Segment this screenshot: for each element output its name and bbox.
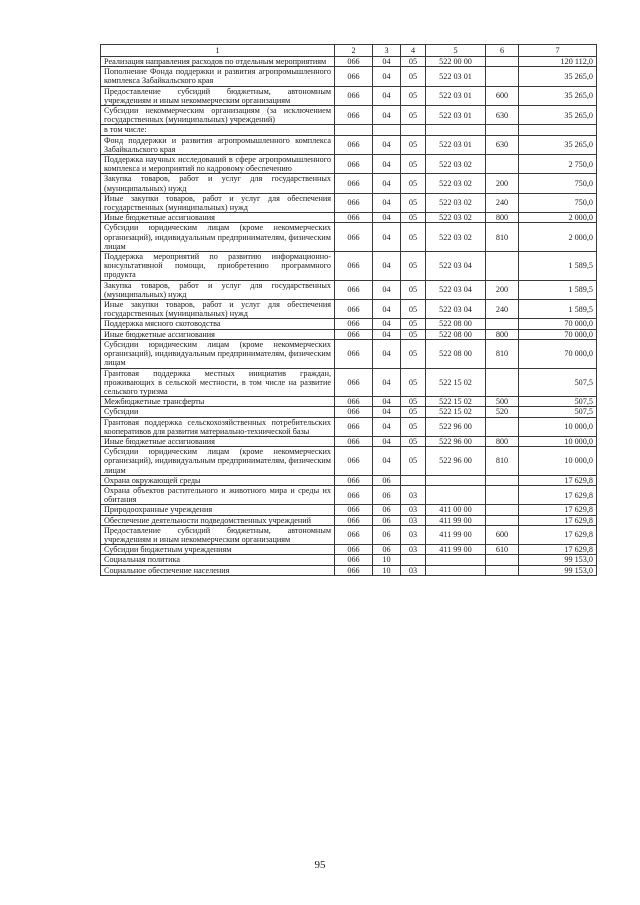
row-expense-type: 600 <box>486 86 519 105</box>
table-row <box>101 280 597 299</box>
row-subsection: 05 <box>401 417 426 436</box>
row-amount: 10 000,0 <box>519 417 597 436</box>
table-row <box>101 300 597 319</box>
row-admin-code <box>335 125 373 135</box>
row-expense-type: 800 <box>486 436 519 446</box>
row-expense-type: 810 <box>486 223 519 252</box>
row-target-article <box>426 475 486 485</box>
row-name: Иные бюджетные ассигнования <box>101 329 335 339</box>
row-target-article <box>426 565 486 575</box>
table-row <box>101 436 597 446</box>
row-subsection: 05 <box>401 447 426 476</box>
row-admin-code: 066 <box>335 339 373 368</box>
row-section: 04 <box>373 319 401 329</box>
row-expense-type: 810 <box>486 339 519 368</box>
row-expense-type: 610 <box>486 545 519 555</box>
row-admin-code: 066 <box>335 319 373 329</box>
table-row <box>101 545 597 555</box>
row-amount: 70 000,0 <box>519 319 597 329</box>
table-row <box>101 252 597 281</box>
row-expense-type <box>486 555 519 565</box>
row-expense-type <box>486 57 519 67</box>
row-subsection: 05 <box>401 397 426 407</box>
row-name: Закупка товаров, работ и услуг для государственных (муниципальных) нужд <box>101 280 335 299</box>
header-col-7: 7 <box>519 45 597 57</box>
row-target-article <box>426 485 486 504</box>
row-amount: 17 629,8 <box>519 475 597 485</box>
row-section: 06 <box>373 545 401 555</box>
row-target-article: 522 96 00 <box>426 436 486 446</box>
header-col-5: 5 <box>426 45 486 57</box>
row-section: 04 <box>373 57 401 67</box>
row-section: 04 <box>373 213 401 223</box>
table-row <box>101 475 597 485</box>
row-expense-type <box>486 485 519 504</box>
row-section: 04 <box>373 436 401 446</box>
row-admin-code: 066 <box>335 545 373 555</box>
row-section: 04 <box>373 280 401 299</box>
row-target-article: 522 96 00 <box>426 447 486 476</box>
row-amount: 99 153,0 <box>519 565 597 575</box>
table-row <box>101 319 597 329</box>
row-name: Обеспечение деятельности подведомственных учреждений <box>101 515 335 525</box>
row-target-article: 411 00 00 <box>426 505 486 515</box>
row-subsection <box>401 555 426 565</box>
row-section: 04 <box>373 368 401 397</box>
row-name: Социальное обеспечение населения <box>101 565 335 575</box>
row-section: 04 <box>373 447 401 476</box>
row-subsection: 05 <box>401 193 426 212</box>
row-section <box>373 125 401 135</box>
row-admin-code: 066 <box>335 368 373 397</box>
row-admin-code: 066 <box>335 106 373 125</box>
header-col-4: 4 <box>401 45 426 57</box>
table-row <box>101 565 597 575</box>
row-name: в том числе: <box>101 125 335 135</box>
row-target-article: 411 99 00 <box>426 545 486 555</box>
row-subsection: 03 <box>401 545 426 555</box>
row-section: 04 <box>373 86 401 105</box>
row-section: 04 <box>373 223 401 252</box>
row-amount: 35 265,0 <box>519 67 597 86</box>
row-expense-type: 630 <box>486 106 519 125</box>
row-section: 04 <box>373 106 401 125</box>
row-section: 04 <box>373 339 401 368</box>
row-admin-code: 066 <box>335 86 373 105</box>
row-name: Субсидии <box>101 407 335 417</box>
row-amount: 70 000,0 <box>519 339 597 368</box>
row-section: 10 <box>373 565 401 575</box>
row-expense-type <box>486 417 519 436</box>
row-amount: 2 000,0 <box>519 223 597 252</box>
row-admin-code: 066 <box>335 280 373 299</box>
row-expense-type: 600 <box>486 525 519 544</box>
row-admin-code: 066 <box>335 525 373 544</box>
row-subsection: 05 <box>401 67 426 86</box>
row-subsection: 05 <box>401 252 426 281</box>
row-admin-code: 066 <box>335 555 373 565</box>
row-expense-type <box>486 368 519 397</box>
budget-table <box>100 44 597 576</box>
row-name: Предоставление субсидий бюджетным, автономным учреждениям и иным некоммерческим организациям <box>101 525 335 544</box>
row-section: 04 <box>373 135 401 154</box>
table-row <box>101 155 597 174</box>
row-section: 04 <box>373 300 401 319</box>
row-admin-code: 066 <box>335 515 373 525</box>
row-expense-type <box>486 67 519 86</box>
row-admin-code: 066 <box>335 213 373 223</box>
row-amount: 35 265,0 <box>519 86 597 105</box>
row-subsection: 03 <box>401 525 426 544</box>
row-subsection: 05 <box>401 329 426 339</box>
row-target-article: 522 03 04 <box>426 280 486 299</box>
row-section: 06 <box>373 505 401 515</box>
row-name: Охрана объектов растительного и животного мира и среды их обитания <box>101 485 335 504</box>
row-expense-type <box>486 155 519 174</box>
table-row <box>101 125 597 135</box>
row-amount: 35 265,0 <box>519 135 597 154</box>
row-name: Межбюджетные трансферты <box>101 397 335 407</box>
row-section: 04 <box>373 329 401 339</box>
row-amount: 1 589,5 <box>519 252 597 281</box>
table-row <box>101 525 597 544</box>
row-admin-code: 066 <box>335 417 373 436</box>
row-amount: 70 000,0 <box>519 329 597 339</box>
row-target-article: 522 03 01 <box>426 135 486 154</box>
row-admin-code: 066 <box>335 67 373 86</box>
row-section: 06 <box>373 485 401 504</box>
row-expense-type <box>486 515 519 525</box>
row-target-article: 411 99 00 <box>426 525 486 544</box>
row-target-article: 522 08 00 <box>426 319 486 329</box>
row-admin-code: 066 <box>335 223 373 252</box>
row-amount: 17 629,8 <box>519 505 597 515</box>
row-amount: 1 589,5 <box>519 300 597 319</box>
row-amount: 35 265,0 <box>519 106 597 125</box>
row-target-article: 522 00 00 <box>426 57 486 67</box>
row-amount: 507,5 <box>519 368 597 397</box>
row-name: Грантовая поддержка сельскохозяйственных потребительских кооперативов для развития материально-технической базы <box>101 417 335 436</box>
row-name: Грантовая поддержка местных инициатив граждан, проживающих в сельской местности, в том числе на развитие сельского туризма <box>101 368 335 397</box>
row-target-article: 522 15 02 <box>426 407 486 417</box>
row-section: 04 <box>373 174 401 193</box>
row-name: Субсидии юридическим лицам (кроме некоммерческих организаций), индивидуальным предпринимателям, физическим лицам <box>101 339 335 368</box>
table-row <box>101 213 597 223</box>
row-section: 04 <box>373 67 401 86</box>
row-amount: 17 629,8 <box>519 545 597 555</box>
row-expense-type: 520 <box>486 407 519 417</box>
row-name: Поддержка мероприятий по развитию информационно-консультативной помощи, приобретению программного продукта <box>101 252 335 281</box>
table-row <box>101 505 597 515</box>
row-section: 04 <box>373 193 401 212</box>
row-subsection: 03 <box>401 505 426 515</box>
row-admin-code: 066 <box>335 436 373 446</box>
row-name: Поддержка мясного скотоводства <box>101 319 335 329</box>
row-target-article: 522 03 02 <box>426 155 486 174</box>
row-section: 06 <box>373 515 401 525</box>
row-name: Иные бюджетные ассигнования <box>101 436 335 446</box>
table-row <box>101 135 597 154</box>
row-section: 04 <box>373 252 401 281</box>
table-body <box>101 57 597 576</box>
row-target-article: 522 03 02 <box>426 193 486 212</box>
row-target-article: 411 99 00 <box>426 515 486 525</box>
row-target-article <box>426 555 486 565</box>
table-row <box>101 57 597 67</box>
row-admin-code: 066 <box>335 252 373 281</box>
row-expense-type: 240 <box>486 193 519 212</box>
row-target-article: 522 03 04 <box>426 252 486 281</box>
row-subsection: 05 <box>401 213 426 223</box>
row-admin-code: 066 <box>335 447 373 476</box>
row-amount: 750,0 <box>519 174 597 193</box>
table-row <box>101 447 597 476</box>
row-target-article: 522 15 02 <box>426 397 486 407</box>
row-expense-type <box>486 319 519 329</box>
row-name: Пополнение Фонда поддержки и развития агропромышленного комплекса Забайкальского края <box>101 67 335 86</box>
row-amount: 17 629,8 <box>519 485 597 504</box>
row-subsection: 05 <box>401 300 426 319</box>
row-target-article: 522 08 00 <box>426 339 486 368</box>
row-admin-code: 066 <box>335 407 373 417</box>
table-row <box>101 555 597 565</box>
row-amount: 507,5 <box>519 407 597 417</box>
row-subsection <box>401 475 426 485</box>
table-header-row <box>101 45 597 57</box>
row-expense-type: 200 <box>486 174 519 193</box>
row-expense-type <box>486 125 519 135</box>
row-section: 06 <box>373 525 401 544</box>
row-amount: 507,5 <box>519 397 597 407</box>
row-subsection: 05 <box>401 106 426 125</box>
table-row <box>101 329 597 339</box>
table-row <box>101 515 597 525</box>
row-amount: 17 629,8 <box>519 525 597 544</box>
row-name: Субсидии юридическим лицам (кроме некоммерческих организаций), индивидуальным предпринимателям, физическим лицам <box>101 447 335 476</box>
row-name: Поддержка научных исследований в сфере агропромышленного комплекса и мероприятий по кадровому обеспечению <box>101 155 335 174</box>
row-amount: 99 153,0 <box>519 555 597 565</box>
row-target-article: 522 03 01 <box>426 106 486 125</box>
row-target-article: 522 03 04 <box>426 300 486 319</box>
row-subsection: 03 <box>401 565 426 575</box>
row-amount: 10 000,0 <box>519 436 597 446</box>
row-subsection: 05 <box>401 368 426 397</box>
row-name: Иные закупки товаров, работ и услуг для обеспечения государственных (муниципальных) нужд <box>101 193 335 212</box>
header-col-3: 3 <box>373 45 401 57</box>
row-expense-type: 200 <box>486 280 519 299</box>
row-admin-code: 066 <box>335 57 373 67</box>
row-name: Реализация направления расходов по отдельным мероприятиям <box>101 57 335 67</box>
table-row <box>101 417 597 436</box>
row-name: Предоставление субсидий бюджетным, автономным учреждениям и иным некоммерческим организациям <box>101 86 335 105</box>
row-expense-type: 630 <box>486 135 519 154</box>
row-subsection: 05 <box>401 174 426 193</box>
table-row <box>101 223 597 252</box>
row-target-article: 522 96 00 <box>426 417 486 436</box>
row-name: Природоохранные учреждения <box>101 505 335 515</box>
page-number: 95 <box>314 859 326 871</box>
row-admin-code: 066 <box>335 155 373 174</box>
row-name: Социальная политика <box>101 555 335 565</box>
row-subsection: 05 <box>401 135 426 154</box>
row-section: 10 <box>373 555 401 565</box>
row-target-article: 522 03 02 <box>426 213 486 223</box>
row-subsection: 03 <box>401 515 426 525</box>
row-expense-type: 810 <box>486 447 519 476</box>
row-target-article <box>426 125 486 135</box>
row-subsection: 05 <box>401 436 426 446</box>
row-subsection: 05 <box>401 86 426 105</box>
row-section: 04 <box>373 407 401 417</box>
table-row <box>101 106 597 125</box>
row-amount: 1 589,5 <box>519 280 597 299</box>
table-row <box>101 67 597 86</box>
row-admin-code: 066 <box>335 397 373 407</box>
table-row <box>101 86 597 105</box>
row-admin-code: 066 <box>335 193 373 212</box>
row-expense-type: 240 <box>486 300 519 319</box>
header-col-6: 6 <box>486 45 519 57</box>
row-admin-code: 066 <box>335 475 373 485</box>
row-amount: 750,0 <box>519 193 597 212</box>
row-section: 04 <box>373 155 401 174</box>
row-expense-type: 800 <box>486 329 519 339</box>
row-expense-type <box>486 475 519 485</box>
row-expense-type: 800 <box>486 213 519 223</box>
row-expense-type <box>486 505 519 515</box>
row-subsection: 05 <box>401 57 426 67</box>
row-target-article: 522 08 00 <box>426 329 486 339</box>
row-amount: 17 629,8 <box>519 515 597 525</box>
row-name: Закупка товаров, работ и услуг для государственных (муниципальных) нужд <box>101 174 335 193</box>
row-target-article: 522 03 02 <box>426 174 486 193</box>
row-section: 04 <box>373 417 401 436</box>
table-row <box>101 174 597 193</box>
row-amount: 2 000,0 <box>519 213 597 223</box>
row-name: Иные бюджетные ассигнования <box>101 213 335 223</box>
row-target-article: 522 03 02 <box>426 223 486 252</box>
row-expense-type: 500 <box>486 397 519 407</box>
row-name: Фонд поддержки и развития агропромышленного комплекса Забайкальского края <box>101 135 335 154</box>
row-target-article: 522 15 02 <box>426 368 486 397</box>
row-subsection: 05 <box>401 339 426 368</box>
row-amount: 120 112,0 <box>519 57 597 67</box>
row-expense-type <box>486 252 519 281</box>
row-name: Иные закупки товаров, работ и услуг для обеспечения государственных (муниципальных) нужд <box>101 300 335 319</box>
table-row <box>101 397 597 407</box>
row-amount: 2 750,0 <box>519 155 597 174</box>
table-row <box>101 339 597 368</box>
row-subsection: 05 <box>401 407 426 417</box>
row-admin-code: 066 <box>335 565 373 575</box>
row-subsection: 05 <box>401 223 426 252</box>
row-subsection: 05 <box>401 155 426 174</box>
table-row <box>101 368 597 397</box>
row-subsection: 05 <box>401 280 426 299</box>
row-admin-code: 066 <box>335 485 373 504</box>
row-section: 06 <box>373 475 401 485</box>
header-col-1: 1 <box>101 45 335 57</box>
row-section: 04 <box>373 397 401 407</box>
row-amount: 10 000,0 <box>519 447 597 476</box>
row-admin-code: 066 <box>335 300 373 319</box>
row-admin-code: 066 <box>335 505 373 515</box>
row-expense-type <box>486 565 519 575</box>
row-subsection: 03 <box>401 485 426 504</box>
row-subsection <box>401 125 426 135</box>
row-amount <box>519 125 597 135</box>
table-row <box>101 193 597 212</box>
row-admin-code: 066 <box>335 329 373 339</box>
table-row <box>101 407 597 417</box>
row-name: Субсидии юридическим лицам (кроме некоммерческих организаций), индивидуальным предпринимателям, физическим лицам <box>101 223 335 252</box>
table-row <box>101 485 597 504</box>
header-col-2: 2 <box>335 45 373 57</box>
row-name: Охрана окружающей среды <box>101 475 335 485</box>
row-name: Субсидии некоммерческим организациям (за исключением государственных (муниципальных) учреждений) <box>101 106 335 125</box>
row-admin-code: 066 <box>335 135 373 154</box>
row-name: Субсидии бюджетным учреждениям <box>101 545 335 555</box>
row-target-article: 522 03 01 <box>426 86 486 105</box>
row-target-article: 522 03 01 <box>426 67 486 86</box>
row-subsection: 05 <box>401 319 426 329</box>
row-admin-code: 066 <box>335 174 373 193</box>
